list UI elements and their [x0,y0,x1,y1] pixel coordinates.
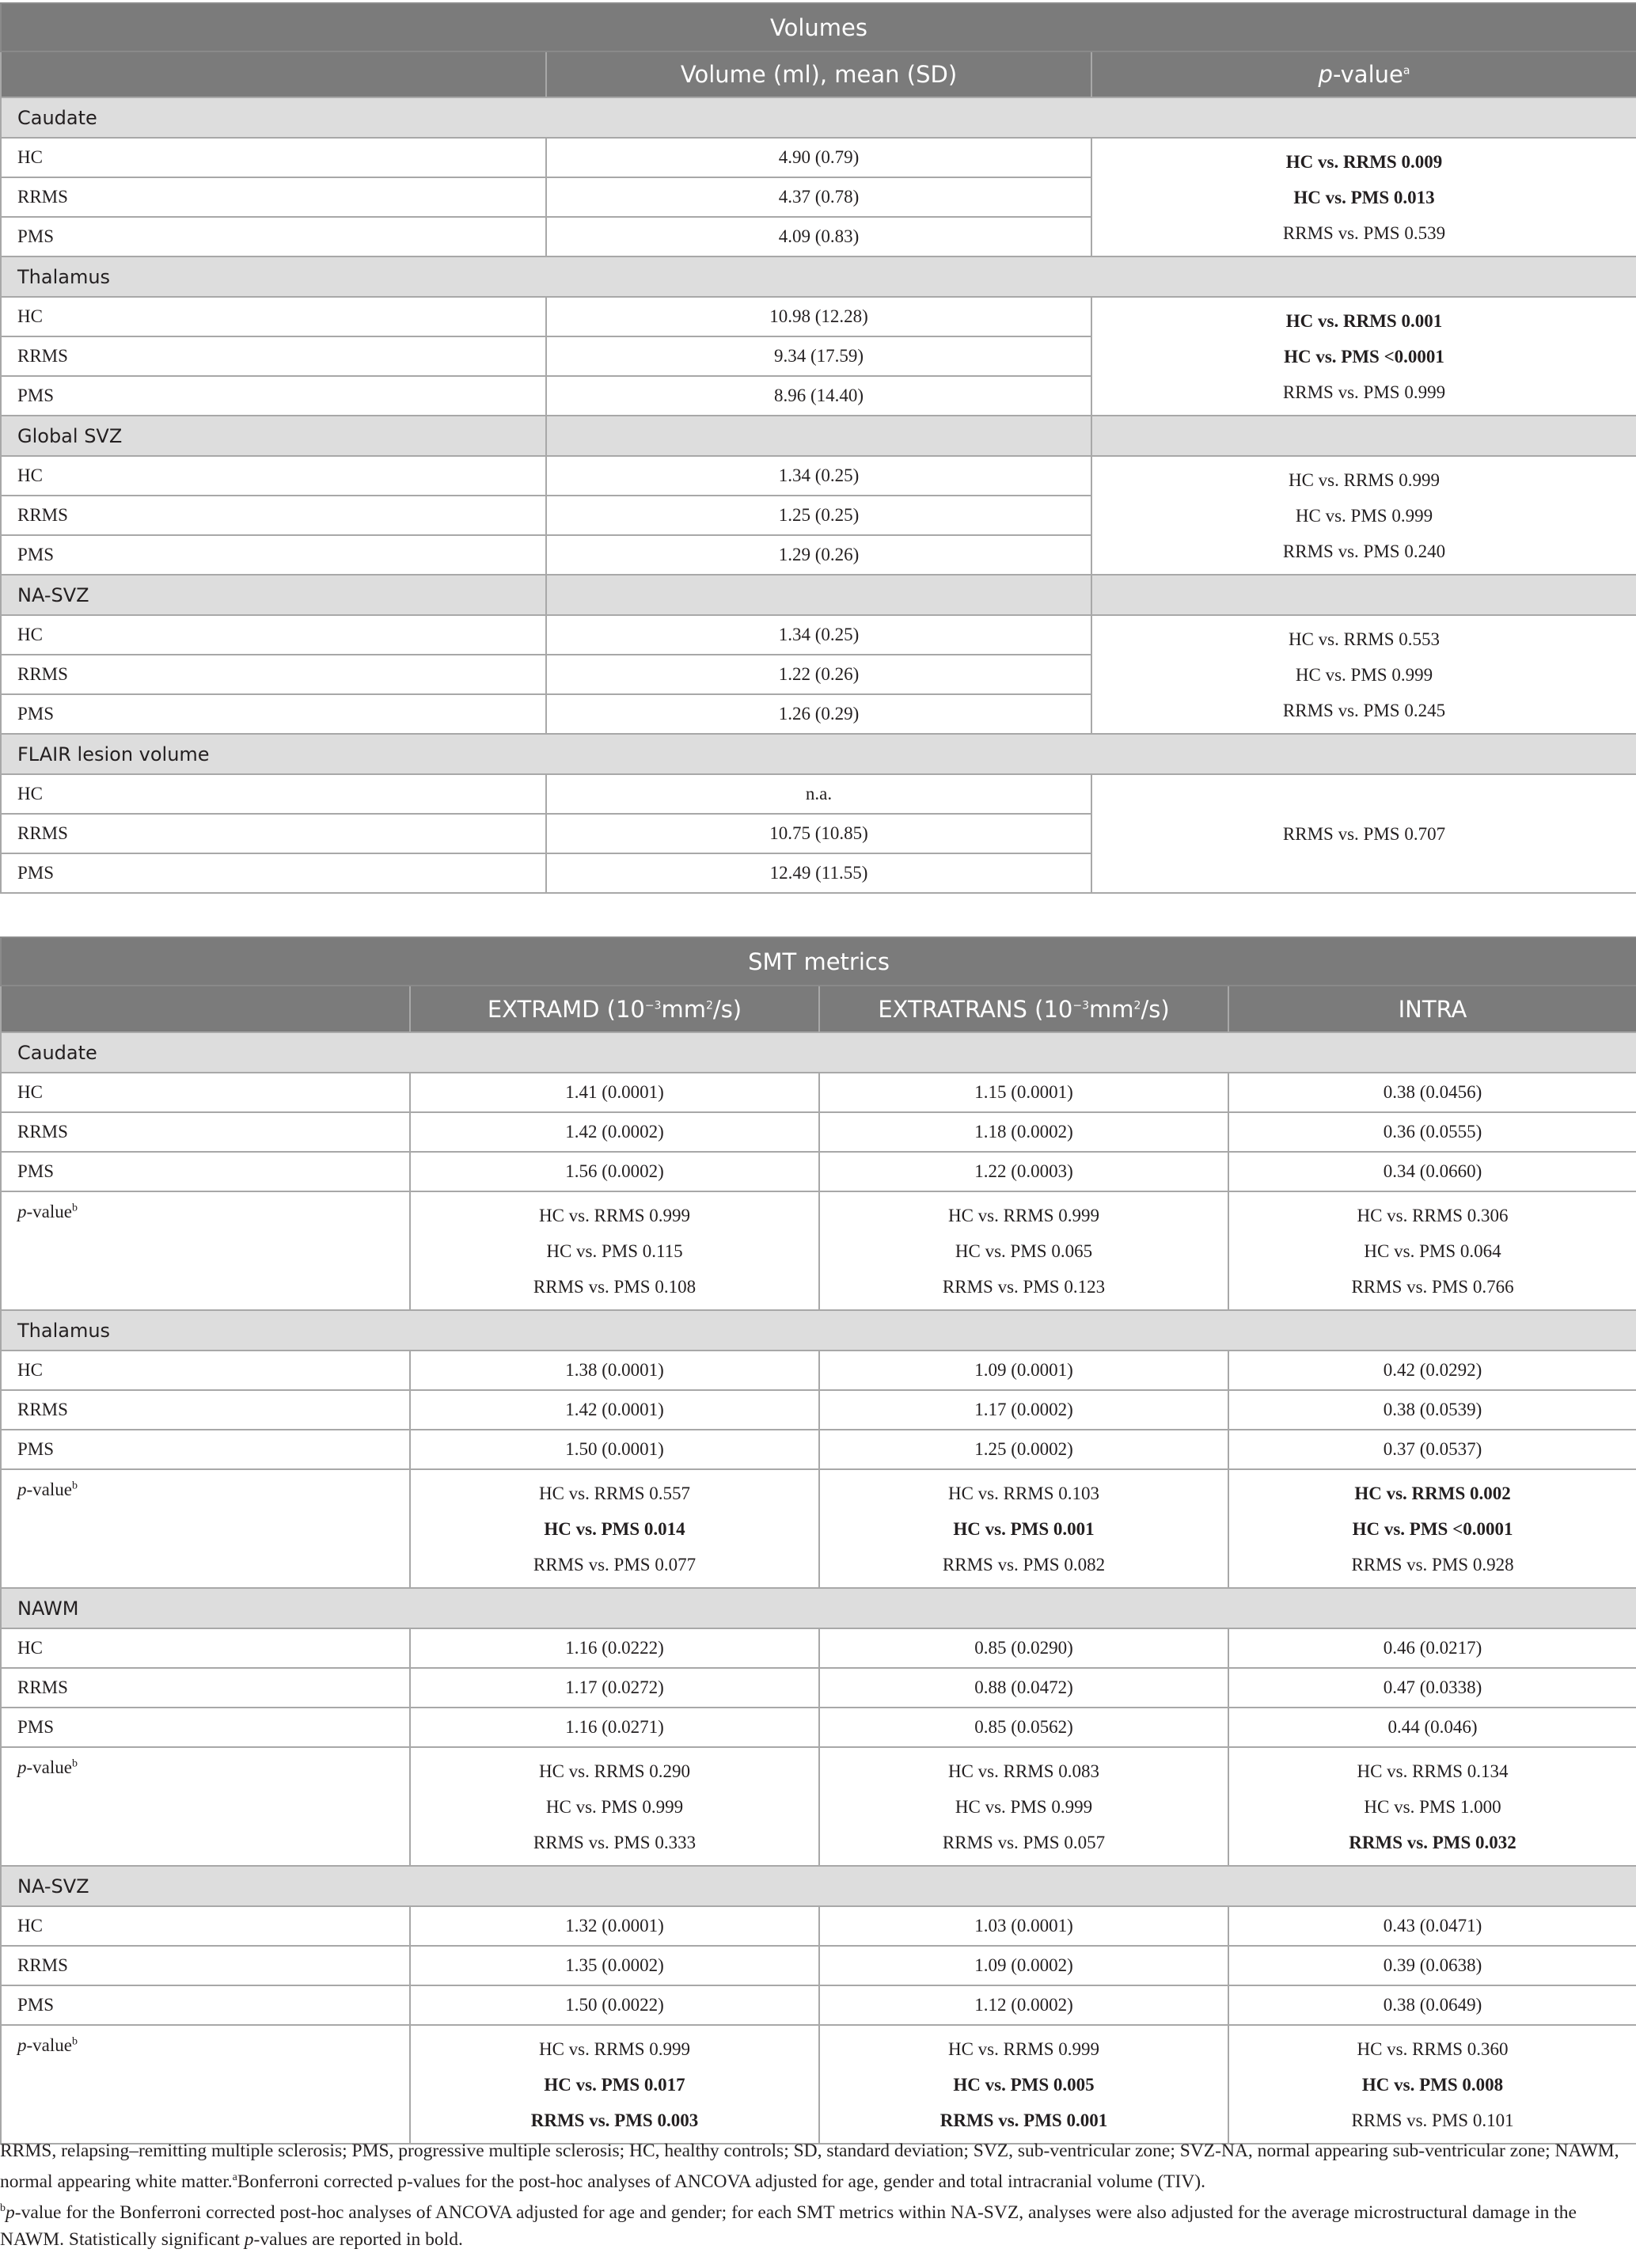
smt-title: SMT metrics [1,937,1636,986]
intra-value: 0.34 (0.0660) [1228,1152,1636,1191]
pvalue-cell: HC vs. RRMS 0.360 HC vs. PMS 0.008 RRMS vs. PMS 0.101 [1228,2025,1636,2144]
group-global-svz: Global SVZ [1,416,546,456]
group-thalamus: Thalamus [1,1310,1636,1351]
intra-value: 0.38 (0.0539) [1228,1390,1636,1430]
volume-value: 1.25 (0.25) [546,496,1091,535]
pvalue-label: p-value$^b$ [1,2025,410,2144]
row-label: RRMS [1,177,546,217]
pvalue-cell: HC vs. RRMS 0.557 HC vs. PMS 0.014 RRMS vs. PMS 0.077 [410,1469,819,1588]
pvalue-label: p-value$^b$ [1,1191,410,1310]
pvalue-label: p-value$^b$ [1,1469,410,1588]
extratrans-value: 1.25 (0.0002) [819,1430,1228,1469]
intra-value: 0.44 (0.046) [1228,1708,1636,1747]
row-label: HC [1,615,546,655]
extratrans-value: 1.18 (0.0002) [819,1112,1228,1152]
intra-value: 0.46 (0.0217) [1228,1628,1636,1668]
group-na-svz: NA-SVZ [1,1866,1636,1906]
pvalue-cell: HC vs. RRMS 0.306 HC vs. PMS 0.064 RRMS vs. PMS 0.766 [1228,1191,1636,1310]
row-label: PMS [1,535,546,575]
pvalue-cell: HC vs. RRMS 0.999 HC vs. PMS 0.017 RRMS vs. PMS 0.003 [410,2025,819,2144]
extratrans-value: 1.17 (0.0002) [819,1390,1228,1430]
row-label: PMS [1,217,546,256]
header-volume: Volume (ml), mean (SD) [546,51,1091,97]
volume-value: 10.98 (12.28) [546,297,1091,336]
volume-value: 9.34 (17.59) [546,336,1091,376]
extramd-value: 1.17 (0.0272) [410,1668,819,1708]
volume-value: 10.75 (10.85) [546,814,1091,853]
row-label: RRMS [1,496,546,535]
extratrans-value: 1.09 (0.0002) [819,1946,1228,1985]
row-label: RRMS [1,336,546,376]
row-label: PMS [1,694,546,734]
volume-value: n.a. [546,774,1091,814]
group-blank [546,575,1091,615]
volume-value: 1.29 (0.26) [546,535,1091,575]
extramd-value: 1.42 (0.0002) [410,1112,819,1152]
extratrans-value: 0.85 (0.0562) [819,1708,1228,1747]
pvalue-cell: HC vs. RRMS 0.999 HC vs. PMS 0.005 RRMS vs. PMS 0.001 [819,2025,1228,2144]
extratrans-value: 1.15 (0.0001) [819,1073,1228,1112]
row-label: RRMS [1,814,546,853]
group-flair: FLAIR lesion volume [1,734,1636,774]
pvalue-cell: HC vs. RRMS 0.134 HC vs. PMS 1.000 RRMS vs. PMS 0.032 [1228,1747,1636,1866]
row-label: PMS [1,1985,410,2025]
row-label: RRMS [1,1112,410,1152]
intra-value: 0.47 (0.0338) [1228,1668,1636,1708]
group-caudate: Caudate [1,1032,1636,1073]
group-blank [546,416,1091,456]
intra-value: 0.36 (0.0555) [1228,1112,1636,1152]
header-extratrans: EXTRATRANS $(10^{-3}mm^2/s)$ [819,986,1228,1032]
row-label: PMS [1,376,546,416]
group-blank [1091,575,1636,615]
volume-value: 1.34 (0.25) [546,456,1091,496]
row-label: HC [1,1628,410,1668]
volume-value: 1.22 (0.26) [546,655,1091,694]
extramd-value: 1.38 (0.0001) [410,1351,819,1390]
row-label: HC [1,138,546,177]
row-label: RRMS [1,1390,410,1430]
volumes-title: Volumes [1,3,1636,51]
pvalue-cell: HC vs. RRMS 0.009 HC vs. PMS 0.013 RRMS vs. PMS 0.539 [1091,138,1636,256]
group-blank [1091,416,1636,456]
row-label: HC [1,297,546,336]
volume-value: 4.09 (0.83) [546,217,1091,256]
pvalue-cell: HC vs. RRMS 0.083 HC vs. PMS 0.999 RRMS vs. PMS 0.057 [819,1747,1228,1866]
extramd-value: 1.41 (0.0001) [410,1073,819,1112]
row-label: PMS [1,1152,410,1191]
row-label: HC [1,456,546,496]
extramd-value: 1.32 (0.0001) [410,1906,819,1946]
smt-table [0,936,1636,2145]
row-label: PMS [1,1430,410,1469]
row-label: HC [1,1906,410,1946]
pvalue-cell: HC vs. RRMS 0.001 HC vs. PMS <0.0001 RRMS vs. PMS 0.999 [1091,297,1636,416]
extratrans-value: 1.22 (0.0003) [819,1152,1228,1191]
volume-value: 4.90 (0.79) [546,138,1091,177]
intra-value: 0.39 (0.0638) [1228,1946,1636,1985]
volume-value: 1.34 (0.25) [546,615,1091,655]
row-label: RRMS [1,1668,410,1708]
pvalue-cell: HC vs. RRMS 0.999 HC vs. PMS 0.065 RRMS vs. PMS 0.123 [819,1191,1228,1310]
row-label: RRMS [1,1946,410,1985]
volume-value: 8.96 (14.40) [546,376,1091,416]
pvalue-cell: HC vs. RRMS 0.290 HC vs. PMS 0.999 RRMS vs. PMS 0.333 [410,1747,819,1866]
header-blank [1,986,410,1032]
header-pvalue: p-value$^a$ [1091,51,1636,97]
extramd-value: 1.56 (0.0002) [410,1152,819,1191]
table-footnote: RRMS, relapsing–remitting multiple sclerosis; PMS, progressive multiple sclerosis; HC, healthy controls; SD, standard deviation; SVZ, sub-ventricular zone; SVZ-NA, normal appearing sub-ventricular zone; NAWM, normal appearing white matter.$^a$Bonferroni corrected p-values for the post-hoc analyses of ANCOVA adjusted for age, gender and total intracranial volume (TIV). $^b$p-value for the Bonferroni corrected post-hoc analyses of ANCOVA adjusted for age and gender; for each SMT metrics within NA-SVZ, analyses were also adjusted for the average microstructural damage in the NAWM. Statistically significant p-values are reported in bold. [0,2141,1619,2250]
pvalue-cell: HC vs. RRMS 0.103 HC vs. PMS 0.001 RRMS vs. PMS 0.082 [819,1469,1228,1588]
row-label: RRMS [1,655,546,694]
volumes-table [0,2,1636,894]
row-label: PMS [1,1708,410,1747]
group-na-svz: NA-SVZ [1,575,546,615]
header-blank [1,51,546,97]
extramd-value: 1.16 (0.0271) [410,1708,819,1747]
pvalue-cell: HC vs. RRMS 0.999 HC vs. PMS 0.115 RRMS vs. PMS 0.108 [410,1191,819,1310]
intra-value: 0.43 (0.0471) [1228,1906,1636,1946]
row-label: PMS [1,853,546,893]
intra-value: 0.37 (0.0537) [1228,1430,1636,1469]
extramd-value: 1.16 (0.0222) [410,1628,819,1668]
extratrans-value: 1.09 (0.0001) [819,1351,1228,1390]
pvalue-cell: HC vs. RRMS 0.002 HC vs. PMS <0.0001 RRMS vs. PMS 0.928 [1228,1469,1636,1588]
row-label: HC [1,774,546,814]
volume-value: 4.37 (0.78) [546,177,1091,217]
pvalue-cell: HC vs. RRMS 0.553 HC vs. PMS 0.999 RRMS vs. PMS 0.245 [1091,615,1636,734]
extramd-value: 1.50 (0.0022) [410,1985,819,2025]
extramd-value: 1.50 (0.0001) [410,1430,819,1469]
group-nawm: NAWM [1,1588,1636,1628]
intra-value: 0.38 (0.0649) [1228,1985,1636,2025]
volume-value: 12.49 (11.55) [546,853,1091,893]
group-thalamus: Thalamus [1,256,1636,297]
pvalue-cell: RRMS vs. PMS 0.707 [1091,774,1636,893]
extratrans-value: 1.03 (0.0001) [819,1906,1228,1946]
row-label: HC [1,1073,410,1112]
intra-value: 0.42 (0.0292) [1228,1351,1636,1390]
row-label: HC [1,1351,410,1390]
extratrans-value: 0.88 (0.0472) [819,1668,1228,1708]
extramd-value: 1.35 (0.0002) [410,1946,819,1985]
group-caudate: Caudate [1,97,1636,138]
pvalue-label: p-value$^b$ [1,1747,410,1866]
extratrans-value: 1.12 (0.0002) [819,1985,1228,2025]
header-extramd: EXTRAMD $(10^{-3}mm^2/s)$ [410,986,819,1032]
header-intra: INTRA [1228,986,1636,1032]
volume-value: 1.26 (0.29) [546,694,1091,734]
extratrans-value: 0.85 (0.0290) [819,1628,1228,1668]
pvalue-cell: HC vs. RRMS 0.999 HC vs. PMS 0.999 RRMS vs. PMS 0.240 [1091,456,1636,575]
extramd-value: 1.42 (0.0001) [410,1390,819,1430]
intra-value: 0.38 (0.0456) [1228,1073,1636,1112]
